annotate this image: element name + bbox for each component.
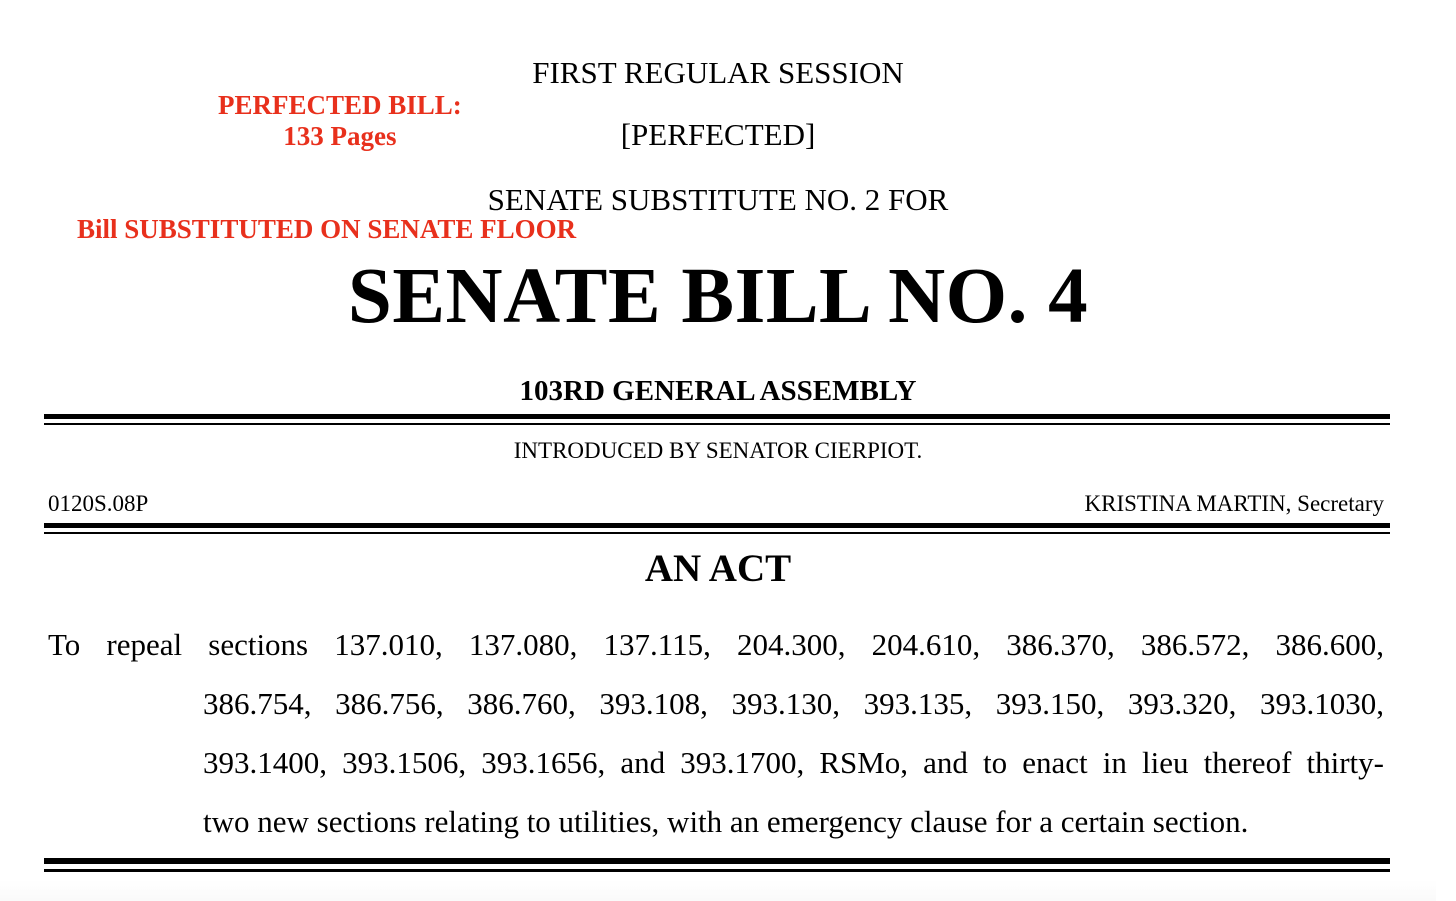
act-word: 386.370, xyxy=(1006,627,1115,662)
act-line xyxy=(48,733,1384,792)
act-word: sections xyxy=(208,627,309,662)
page-bottom-edge xyxy=(0,880,1436,901)
assembly-line: 103RD GENERAL ASSEMBLY xyxy=(519,375,917,407)
act-word: in xyxy=(1102,745,1127,780)
act-word: thirty- xyxy=(1306,745,1384,780)
act-word: 393.320, xyxy=(1127,686,1237,721)
act-word: 393.108, xyxy=(599,686,708,721)
act-word: 386.600, xyxy=(1275,627,1384,662)
divider-middle xyxy=(44,523,1390,534)
bill-code: 0120S.08P xyxy=(48,491,149,516)
perfected-bill-label: PERFECTED BILL: xyxy=(218,90,462,120)
act-word: 204.610, xyxy=(871,627,981,662)
act-word: and xyxy=(923,745,968,780)
act-word: 393.150, xyxy=(995,686,1105,721)
act-word: 393.1700, xyxy=(680,745,805,780)
divider-top xyxy=(44,414,1390,425)
act-line xyxy=(48,674,1384,733)
act-word: 386.756, xyxy=(335,686,444,721)
secretary-line: KRISTINA MARTIN, Secretary xyxy=(1084,491,1384,516)
act-word: 386.572, xyxy=(1140,627,1250,662)
act-body xyxy=(48,615,1384,851)
act-word: 204.300, xyxy=(736,627,846,662)
act-word: 393.1400, xyxy=(203,745,327,780)
act-heading: AN ACT xyxy=(644,547,792,590)
act-line xyxy=(48,792,1384,851)
act-word: 386.754, xyxy=(203,686,312,721)
introduced-by: INTRODUCED BY SENATOR CIERPIOT. xyxy=(513,438,923,463)
act-word: 393.1030, xyxy=(1260,686,1384,721)
perfected-status: [PERFECTED] xyxy=(620,117,816,152)
act-word: two new sections relating to utilities, with an emergency clause for a certain section. xyxy=(203,804,1249,839)
act-word: to xyxy=(983,745,1008,780)
act-word: thereof xyxy=(1203,745,1292,780)
act-word: 393.1506, xyxy=(342,745,467,780)
substituted-annotation: Bill SUBSTITUTED ON SENATE FLOOR xyxy=(77,214,577,244)
act-word: and xyxy=(620,745,666,780)
act-word: 137.010, xyxy=(334,627,443,662)
bill-title: SENATE BILL NO. 4 xyxy=(347,253,1089,340)
act-word: 386.760, xyxy=(467,686,576,721)
session-heading: FIRST REGULAR SESSION xyxy=(532,55,904,90)
page-count-label: 133 Pages xyxy=(283,121,397,151)
act-word: 393.135, xyxy=(863,686,973,721)
act-word: 137.115, xyxy=(603,627,711,662)
act-word: enact xyxy=(1022,745,1088,780)
act-word: 137.080, xyxy=(468,627,578,662)
divider-bottom xyxy=(44,858,1390,872)
act-word: 393.1656, xyxy=(481,745,606,780)
act-word: repeal xyxy=(106,627,183,662)
act-word: 393.130, xyxy=(731,686,840,721)
act-word: To xyxy=(48,627,81,662)
act-line xyxy=(48,615,1384,674)
substitute-line: SENATE SUBSTITUTE NO. 2 FOR xyxy=(487,182,949,217)
act-word: lieu xyxy=(1142,745,1189,780)
act-word: RSMo, xyxy=(819,745,909,780)
